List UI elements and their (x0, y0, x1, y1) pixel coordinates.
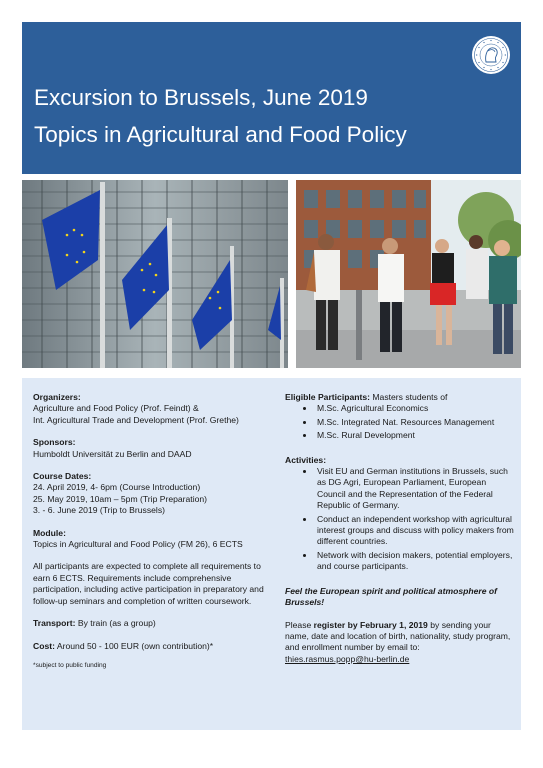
cost-line (33, 641, 265, 652)
register-pre: Please (285, 619, 314, 630)
organizer-line: Int. Agricultural Trade and Development (Prof. Grethe) (33, 414, 239, 425)
transport-label: Transport: (33, 618, 76, 629)
transport-text: By train (as a group) (75, 618, 156, 629)
course-dates-heading: Course Dates: (33, 471, 92, 482)
register-deadline: register by February 1, 2019 (313, 619, 428, 630)
module-heading: Module: (33, 527, 66, 538)
cost-label: Cost: (33, 640, 55, 651)
sponsors-text: Humboldt Universität zu Berlin and DAAD (33, 448, 192, 459)
title-line-2: Topics in Agricultural and Food Policy (34, 122, 407, 147)
footnote: *subject to public funding (33, 661, 107, 669)
program-item: • M.Sc. Rural Development (315, 430, 515, 441)
eu-flags-photo (22, 180, 288, 368)
activities-heading: Activities: (285, 454, 327, 465)
program-item: • M.Sc. Agricultural Economics (315, 403, 515, 414)
info-box (22, 378, 521, 730)
course-date: 25. May 2019, 10am – 5pm (Trip Preparation) (33, 493, 208, 504)
register-post: by sending your name, date and location of birth, nationality, study program, and enrollment number by email to: (285, 619, 511, 653)
eligible-label: Eligible Participants: (285, 392, 371, 402)
activities-list (285, 466, 515, 573)
call-to-action: Feel the European spirit and political atmosphere of Brussels! (285, 585, 498, 608)
cost-text: Around 50 - 100 EUR (own contribution)* (54, 640, 214, 651)
right-column (285, 392, 515, 665)
title-banner (22, 22, 521, 174)
transport-line (33, 618, 265, 629)
program-list (285, 403, 515, 441)
sponsors-heading: Sponsors: (33, 437, 76, 448)
left-column (33, 392, 265, 671)
title-line-1: Excursion to Brussels, June 2019 (34, 85, 368, 110)
organizers-heading: Organizers: (33, 392, 81, 402)
requirements-text: All participants are expected to complete all requirements to earn 6 ECTS. Requirements include comprehensive participation, including active participation in preparatory and follow-up seminars and completion of written coursework. (33, 561, 264, 606)
eligible-line (285, 392, 515, 403)
activity-item: • Network with decision makers, potential employers, and course participants. (315, 550, 515, 573)
module-text: Topics in Agricultural and Food Policy (FM 26), 6 ECTS (33, 539, 243, 550)
university-seal-icon (471, 35, 511, 75)
activity-item: • Visit EU and German institutions in Brussels, such as DG Agri, European Parliament, European Council and the Representation of the Federal Republic of Germany. (315, 466, 515, 512)
organizer-line: Agriculture and Food Policy (Prof. Feindt) & (33, 403, 199, 414)
program-item: • M.Sc. Integrated Nat. Resources Management (315, 417, 515, 428)
contact-email-link[interactable]: thies.rasmus.popp@hu-berlin.de (285, 653, 410, 664)
eligible-text: Masters students of (370, 392, 448, 402)
registration-text (285, 620, 515, 654)
students-walking-photo (296, 180, 521, 368)
course-date: 3. - 6. June 2019 (Trip to Brussels) (33, 505, 165, 516)
activity-item: • Conduct an independent workshop with agricultural interest groups and discuss with policy makers from different countries. (315, 514, 515, 548)
course-date: 24. April 2019, 4- 6pm (Course Introduction) (33, 482, 201, 493)
